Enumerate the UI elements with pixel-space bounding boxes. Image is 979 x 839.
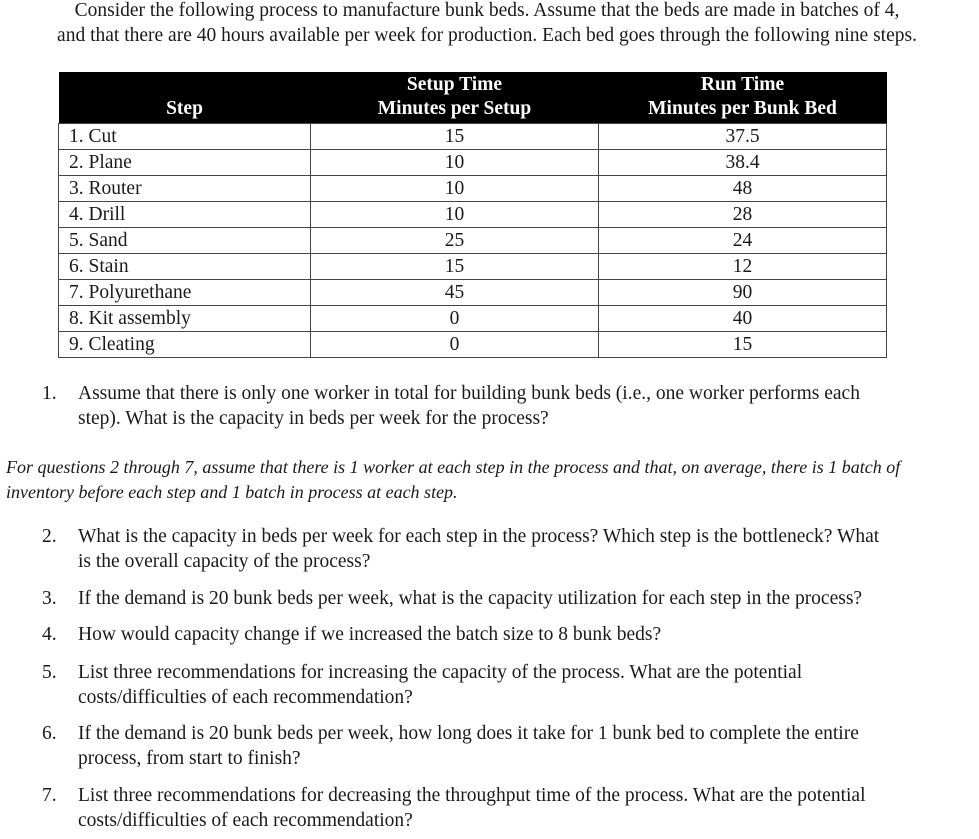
- run-cell: 24: [599, 228, 887, 254]
- run-cell: 12: [599, 254, 887, 280]
- header-setup-line-2: Minutes per Setup: [377, 98, 532, 119]
- step-cell: 7. Polyurethane: [59, 280, 311, 306]
- question-number: 1.: [42, 383, 57, 404]
- setup-cell: 15: [311, 254, 599, 280]
- question-text: If the demand is 20 bunk beds per week, how long does it take for 1 bunk bed to complete the entire process, from start to finish?: [78, 723, 859, 769]
- table-row: [59, 228, 887, 254]
- run-cell: 90: [599, 280, 887, 306]
- table-row: [59, 332, 887, 358]
- table-row: [59, 254, 887, 280]
- setup-cell: 25: [311, 228, 599, 254]
- setup-cell: 15: [311, 124, 599, 150]
- table-row: [59, 150, 887, 176]
- intro-paragraph: [4, 0, 970, 48]
- question-text: List three recommendations for increasing the capacity of the process. What are the potential costs/difficulties of each recommendation?: [78, 662, 803, 708]
- run-cell: 40: [599, 306, 887, 332]
- step-cell: 9. Cleating: [59, 332, 311, 358]
- header-step: Step: [59, 72, 311, 124]
- run-cell: 28: [599, 202, 887, 228]
- question-text: List three recommendations for decreasing the throughput time of the process. What are the potential costs/difficulties of each recommendation?: [78, 785, 866, 831]
- assumptions-note: [6, 455, 951, 505]
- step-cell: 4. Drill: [59, 202, 311, 228]
- step-cell: 3. Router: [59, 176, 311, 202]
- setup-cell: 0: [311, 332, 599, 358]
- step-cell: 8. Kit assembly: [59, 306, 311, 332]
- header-setup-time: [311, 72, 599, 124]
- step-cell: 2. Plane: [59, 150, 311, 176]
- step-cell: 6. Stain: [59, 254, 311, 280]
- note-line-1: For questions 2 through 7, assume that there is 1 worker at each step in the process and that, on average, there is 1 batch of: [6, 457, 901, 477]
- question-text: What is the capacity in beds per week for each step in the process? Which step is the bottleneck? What is the overall capacity of the process?: [78, 526, 880, 572]
- question-text: If the demand is 20 bunk beds per week, what is the capacity utilization for each step in the process?: [78, 588, 863, 609]
- intro-line-1: Consider the following process to manufacture bunk beds. Assume that the beds are made in batches of 4,: [74, 0, 900, 21]
- question-number: 6.: [42, 723, 57, 744]
- table-row: [59, 280, 887, 306]
- setup-cell: 45: [311, 280, 599, 306]
- header-setup-line-1: Setup Time: [406, 74, 503, 95]
- run-cell: 38.4: [599, 150, 887, 176]
- setup-cell: 0: [311, 306, 599, 332]
- setup-cell: 10: [311, 176, 599, 202]
- run-cell: 15: [599, 332, 887, 358]
- process-steps-table: [58, 72, 887, 358]
- header-run-line-1: Run Time: [700, 74, 785, 95]
- note-line-2: inventory before each step and 1 batch in process at each step.: [6, 482, 458, 502]
- question-number: 4.: [42, 624, 57, 645]
- table-row: [59, 176, 887, 202]
- table-row: [59, 124, 887, 150]
- setup-cell: 10: [311, 202, 599, 228]
- setup-cell: 10: [311, 150, 599, 176]
- run-cell: 37.5: [599, 124, 887, 150]
- step-cell: 1. Cut: [59, 124, 311, 150]
- table-header-row: [59, 72, 887, 124]
- intro-line-2: and that there are 40 hours available per week for production. Each bed goes through the following nine steps.: [57, 25, 917, 46]
- question-text: Assume that there is only one worker in total for building bunk beds (i.e., one worker performs each step). What is the capacity in beds per week for the process?: [78, 383, 860, 429]
- header-run-time: [599, 72, 887, 124]
- run-cell: 48: [599, 176, 887, 202]
- step-cell: 5. Sand: [59, 228, 311, 254]
- header-run-line-2: Minutes per Bunk Bed: [648, 98, 837, 119]
- question-number: 3.: [42, 588, 57, 609]
- question-number: 7.: [42, 785, 57, 806]
- table-row: [59, 306, 887, 332]
- question-number: 5.: [42, 662, 57, 683]
- question-text: How would capacity change if we increased the batch size to 8 bunk beds?: [78, 624, 662, 645]
- table-row: [59, 202, 887, 228]
- question-number: 2.: [42, 526, 57, 547]
